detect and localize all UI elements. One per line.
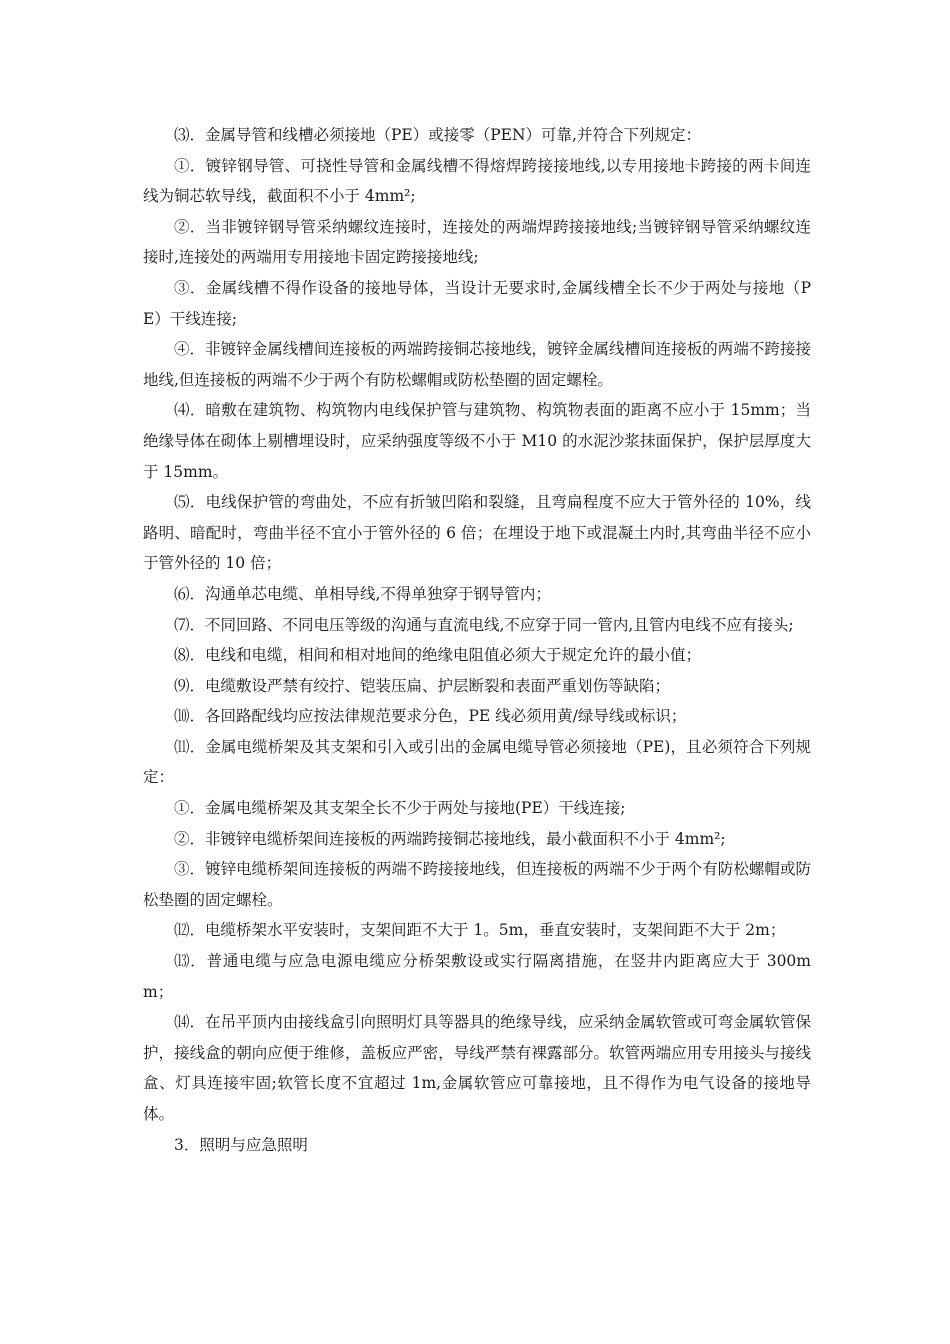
clause-8-insulation-resistance: ⑻．电线和电缆，相间和相对地间的绝缘电阻值必须大于规定允许的最小值； xyxy=(174,646,702,665)
clause-3-item-1: ①．镀锌钢导管、可挠性导管和金属线槽不得熔焊跨接接地线,以专用接地卡跨接的两卡间连线为铜芯软导线，截面积不小于 4mm²; xyxy=(143,156,811,206)
clause-3-grounding-conduit: ⑶．金属导管和线槽必须接地（PE）或接零（PEN）可靠,并符合下列规定： xyxy=(174,126,701,144)
clause-7-different-circuits: ⑺．不同回路、不同电压等级的沟通与直流电线,不应穿于同一管内,且管内电线不应有接头; xyxy=(174,615,794,634)
clause-10-color-coding: ⑽．各回路配线均应按法律规范要求分色，PE 线必须用黄/绿导线或标识； xyxy=(174,707,687,726)
document-body xyxy=(143,120,811,1160)
clause-6-single-core-cable: ⑹．沟通单芯电缆、单相导线,不得单独穿于钢导管内； xyxy=(174,584,551,603)
clause-11-item-3: ③．镀锌电缆桥架间连接板的两端不跨接接地线，但连接板的两端不少于两个有防松螺帽或防松垫圈的固定螺栓。 xyxy=(143,860,811,909)
section-heading-lighting: 3．照明与应急照明 xyxy=(174,1135,308,1154)
clause-12-tray-support-spacing: ⑿．电缆桥架水平安装时，支架间距不大于 1。5m，垂直安装时，支架间距不大于 2m； xyxy=(174,921,786,940)
clause-14-flexible-conduit: ⒁．在吊平顶内由接线盒引向照明灯具等器具的绝缘导线，应采纳金属软管或可弯金属软管保护，接线盒的朝向应便于维修，盖板应严密，导线严禁有裸露部分。软管两端应用专用接头与接线盒、灯具连接牢固;软管长度不宜超过 1m,金属软管应可靠接地，且不得作为电气设备的接地导体。 xyxy=(143,1013,811,1123)
clause-4-concealed-conduit: ⑷．暗敷在建筑物、构筑物内电线保护管与建筑物、构筑物表面的距离不应小于 15mm；当绝缘导体在砌体上剔槽埋设时，应采纳强度等级不小于 M10 的水泥沙浆抹面保护，保护层厚度大于 15mm。 xyxy=(143,401,811,481)
clause-5-conduit-bending: ⑸．电线保护管的弯曲处，不应有折皱凹陷和裂缝，且弯扁程度不应大于管外径的 10%，线路明、暗配时，弯曲半径不宜小于管外径的 6 倍；在埋设于地下或混凝土内时,其弯曲半径不应小于管外径的 10 倍； xyxy=(143,493,811,573)
clause-3-item-2: ②．当非镀锌钢导管采纳螺纹连接时，连接处的两端焊跨接接地线;当镀锌钢导管采纳螺纹连接时,连接处的两端用专用接地卡固定跨接接地线; xyxy=(143,217,811,267)
clause-11-item-1: ①．金属电缆桥架及其支架全长不少于两处与接地(PE）干线连接; xyxy=(174,799,626,818)
clause-11-item-2: ②．非镀锌电缆桥架间连接板的两端跨接铜芯接地线，最小截面积不小于 4mm²; xyxy=(174,829,726,848)
clause-3-item-4: ④．非镀锌金属线槽间连接板的两端跨接铜芯接地线，镀锌金属线槽间连接板的两端不跨接接地线,但连接板的两端不少于两个有防松螺帽或防松垫圈的固定螺栓。 xyxy=(143,340,811,389)
clause-9-cable-defects: ⑼．电缆敷设严禁有绞拧、铠装压扁、护层断裂和表面严重划伤等缺陷； xyxy=(174,676,671,695)
clause-11-cable-tray-grounding: ⑾．金属电缆桥架及其支架和引入或引出的金属电缆导管必须接地（PE)，且必须符合下列规定： xyxy=(143,737,811,787)
clause-3-item-3: ③．金属线槽不得作设备的接地导体，当设计无要求时,金属线槽全长不少于两处与接地（PE）干线连接; xyxy=(143,278,811,328)
clause-13-emergency-cable-separation: ⒀．普通电缆与应急电源电缆应分桥架敷设或实行隔离措施，在竖井内距离应大于 300mm； xyxy=(143,952,811,1001)
